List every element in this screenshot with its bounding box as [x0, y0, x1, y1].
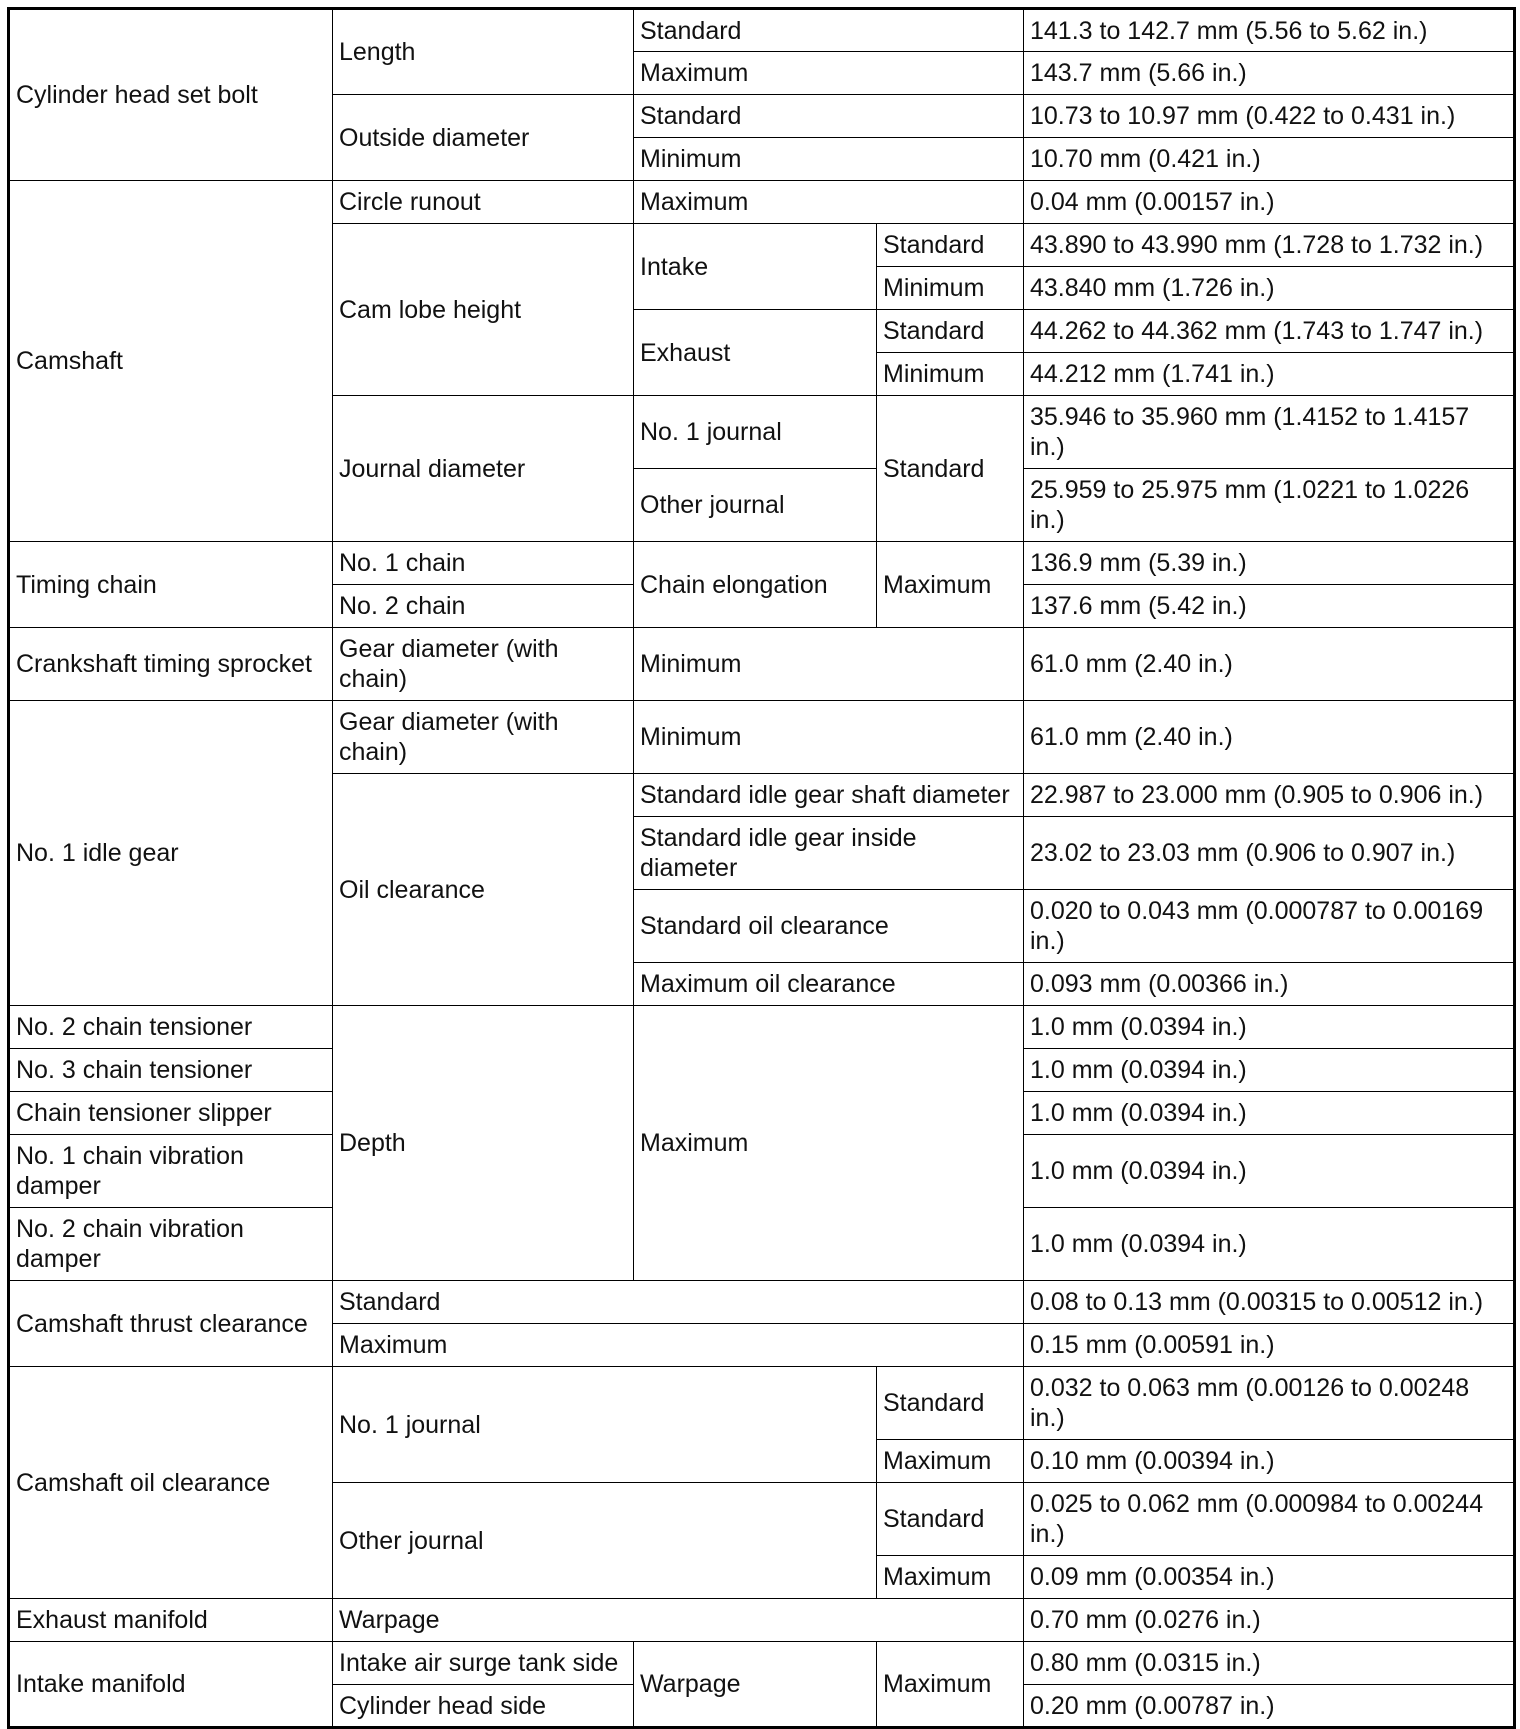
table-row — [9, 1367, 1515, 1440]
component-cell: Cylinder head set bolt — [9, 9, 333, 181]
value-cell: 0.15 mm (0.00591 in.) — [1024, 1324, 1515, 1367]
value-cell: 1.0 mm (0.0394 in.) — [1024, 1135, 1515, 1208]
condition-cell: Maximum — [877, 542, 1024, 628]
condition-cell: Standard — [877, 310, 1024, 353]
value-cell: 143.7 mm (5.66 in.) — [1024, 52, 1515, 95]
value-cell: 0.04 mm (0.00157 in.) — [1024, 181, 1515, 224]
value-cell: 0.032 to 0.063 mm (0.00126 to 0.00248 in.) — [1024, 1367, 1515, 1440]
parameter-cell: Cam lobe height — [333, 224, 634, 396]
value-cell: 61.0 mm (2.40 in.) — [1024, 628, 1515, 701]
value-cell: 1.0 mm (0.0394 in.) — [1024, 1006, 1515, 1049]
condition-cell: Minimum — [634, 628, 1024, 701]
parameter-cell: Length — [333, 9, 634, 95]
condition-cell: Minimum — [634, 138, 1024, 181]
value-cell: 0.09 mm (0.00354 in.) — [1024, 1556, 1515, 1599]
component-cell: Timing chain — [9, 542, 333, 628]
component-cell: No. 1 chain vibration damper — [9, 1135, 333, 1208]
value-cell: 10.73 to 10.97 mm (0.422 to 0.431 in.) — [1024, 95, 1515, 138]
value-cell: 0.025 to 0.062 mm (0.000984 to 0.00244 in.) — [1024, 1483, 1515, 1556]
component-cell: No. 2 chain vibration damper — [9, 1208, 333, 1281]
condition-cell: Maximum — [877, 1440, 1024, 1483]
component-cell: No. 2 chain tensioner — [9, 1006, 333, 1049]
value-cell: 0.80 mm (0.0315 in.) — [1024, 1642, 1515, 1685]
value-cell: 0.10 mm (0.00394 in.) — [1024, 1440, 1515, 1483]
parameter-cell: Gear diameter (with chain) — [333, 701, 634, 774]
component-cell: Crankshaft timing sprocket — [9, 628, 333, 701]
value-cell: 0.70 mm (0.0276 in.) — [1024, 1599, 1515, 1642]
condition-cell: Standard — [333, 1281, 1024, 1324]
component-cell: Chain tensioner slipper — [9, 1092, 333, 1135]
table-row — [9, 1642, 1515, 1685]
condition-cell: Minimum — [634, 701, 1024, 774]
parameter-cell: Other journal — [333, 1483, 877, 1599]
value-cell: 44.212 mm (1.741 in.) — [1024, 353, 1515, 396]
condition-cell: Maximum — [877, 1642, 1024, 1728]
value-cell: 1.0 mm (0.0394 in.) — [1024, 1208, 1515, 1281]
value-cell: 10.70 mm (0.421 in.) — [1024, 138, 1515, 181]
component-cell: Camshaft — [9, 181, 333, 542]
parameter-cell: No. 2 chain — [333, 585, 634, 628]
parameter-cell: Circle runout — [333, 181, 634, 224]
table-row — [9, 542, 1515, 585]
condition-cell: Minimum — [877, 353, 1024, 396]
subparameter-cell: Exhaust — [634, 310, 877, 396]
condition-cell: Standard idle gear inside diameter — [634, 817, 1024, 890]
component-cell: No. 1 idle gear — [9, 701, 333, 1006]
condition-cell: Minimum — [877, 267, 1024, 310]
component-cell: Exhaust manifold — [9, 1599, 333, 1642]
component-cell: No. 3 chain tensioner — [9, 1049, 333, 1092]
condition-cell: Standard — [877, 1367, 1024, 1440]
subparameter-cell: No. 1 journal — [634, 396, 877, 469]
parameter-cell: Journal diameter — [333, 396, 634, 542]
condition-cell: Maximum — [333, 1324, 1024, 1367]
table-row — [9, 9, 1515, 52]
condition-cell: Maximum — [877, 1556, 1024, 1599]
subparameter-cell: Intake — [634, 224, 877, 310]
condition-cell: Maximum oil clearance — [634, 963, 1024, 1006]
value-cell: 0.08 to 0.13 mm (0.00315 to 0.00512 in.) — [1024, 1281, 1515, 1324]
condition-cell: Maximum — [634, 52, 1024, 95]
table-row — [9, 181, 1515, 224]
value-cell: 43.840 mm (1.726 in.) — [1024, 267, 1515, 310]
value-cell: 44.262 to 44.362 mm (1.743 to 1.747 in.) — [1024, 310, 1515, 353]
parameter-cell: Gear diameter (with chain) — [333, 628, 634, 701]
subparameter-cell: Chain elongation — [634, 542, 877, 628]
condition-cell: Maximum — [634, 1006, 1024, 1281]
component-cell: Camshaft thrust clearance — [9, 1281, 333, 1367]
parameter-cell: Depth — [333, 1006, 634, 1281]
table-row — [9, 628, 1515, 701]
value-cell: 43.890 to 43.990 mm (1.728 to 1.732 in.) — [1024, 224, 1515, 267]
condition-cell: Standard — [877, 396, 1024, 542]
value-cell: 0.20 mm (0.00787 in.) — [1024, 1685, 1515, 1728]
condition-cell: Standard — [877, 1483, 1024, 1556]
value-cell: 1.0 mm (0.0394 in.) — [1024, 1049, 1515, 1092]
value-cell: 141.3 to 142.7 mm (5.56 to 5.62 in.) — [1024, 9, 1515, 52]
subparameter-cell: Warpage — [634, 1642, 877, 1728]
value-cell: 0.093 mm (0.00366 in.) — [1024, 963, 1515, 1006]
table-row — [9, 701, 1515, 774]
value-cell: 1.0 mm (0.0394 in.) — [1024, 1092, 1515, 1135]
value-cell: 25.959 to 25.975 mm (1.0221 to 1.0226 in.) — [1024, 469, 1515, 542]
specification-table — [7, 7, 1516, 1729]
value-cell: 61.0 mm (2.40 in.) — [1024, 701, 1515, 774]
value-cell: 35.946 to 35.960 mm (1.4152 to 1.4157 in.) — [1024, 396, 1515, 469]
value-cell: 0.020 to 0.043 mm (0.000787 to 0.00169 in.) — [1024, 890, 1515, 963]
subparameter-cell: Other journal — [634, 469, 877, 542]
value-cell: 136.9 mm (5.39 in.) — [1024, 542, 1515, 585]
component-cell: Camshaft oil clearance — [9, 1367, 333, 1599]
parameter-cell: Cylinder head side — [333, 1685, 634, 1728]
parameter-cell: No. 1 chain — [333, 542, 634, 585]
value-cell: 22.987 to 23.000 mm (0.905 to 0.906 in.) — [1024, 774, 1515, 817]
condition-cell: Standard idle gear shaft diameter — [634, 774, 1024, 817]
parameter-cell: Oil clearance — [333, 774, 634, 1006]
parameter-cell: No. 1 journal — [333, 1367, 877, 1483]
parameter-cell: Outside diameter — [333, 95, 634, 181]
condition-cell: Standard — [634, 9, 1024, 52]
parameter-cell: Warpage — [333, 1599, 1024, 1642]
value-cell: 137.6 mm (5.42 in.) — [1024, 585, 1515, 628]
component-cell: Intake manifold — [9, 1642, 333, 1728]
condition-cell: Standard — [634, 95, 1024, 138]
value-cell: 23.02 to 23.03 mm (0.906 to 0.907 in.) — [1024, 817, 1515, 890]
condition-cell: Standard oil clearance — [634, 890, 1024, 963]
table-row — [9, 1006, 1515, 1049]
condition-cell: Standard — [877, 224, 1024, 267]
table-row — [9, 1281, 1515, 1324]
parameter-cell: Intake air surge tank side — [333, 1642, 634, 1685]
condition-cell: Maximum — [634, 181, 1024, 224]
table-row — [9, 1599, 1515, 1642]
